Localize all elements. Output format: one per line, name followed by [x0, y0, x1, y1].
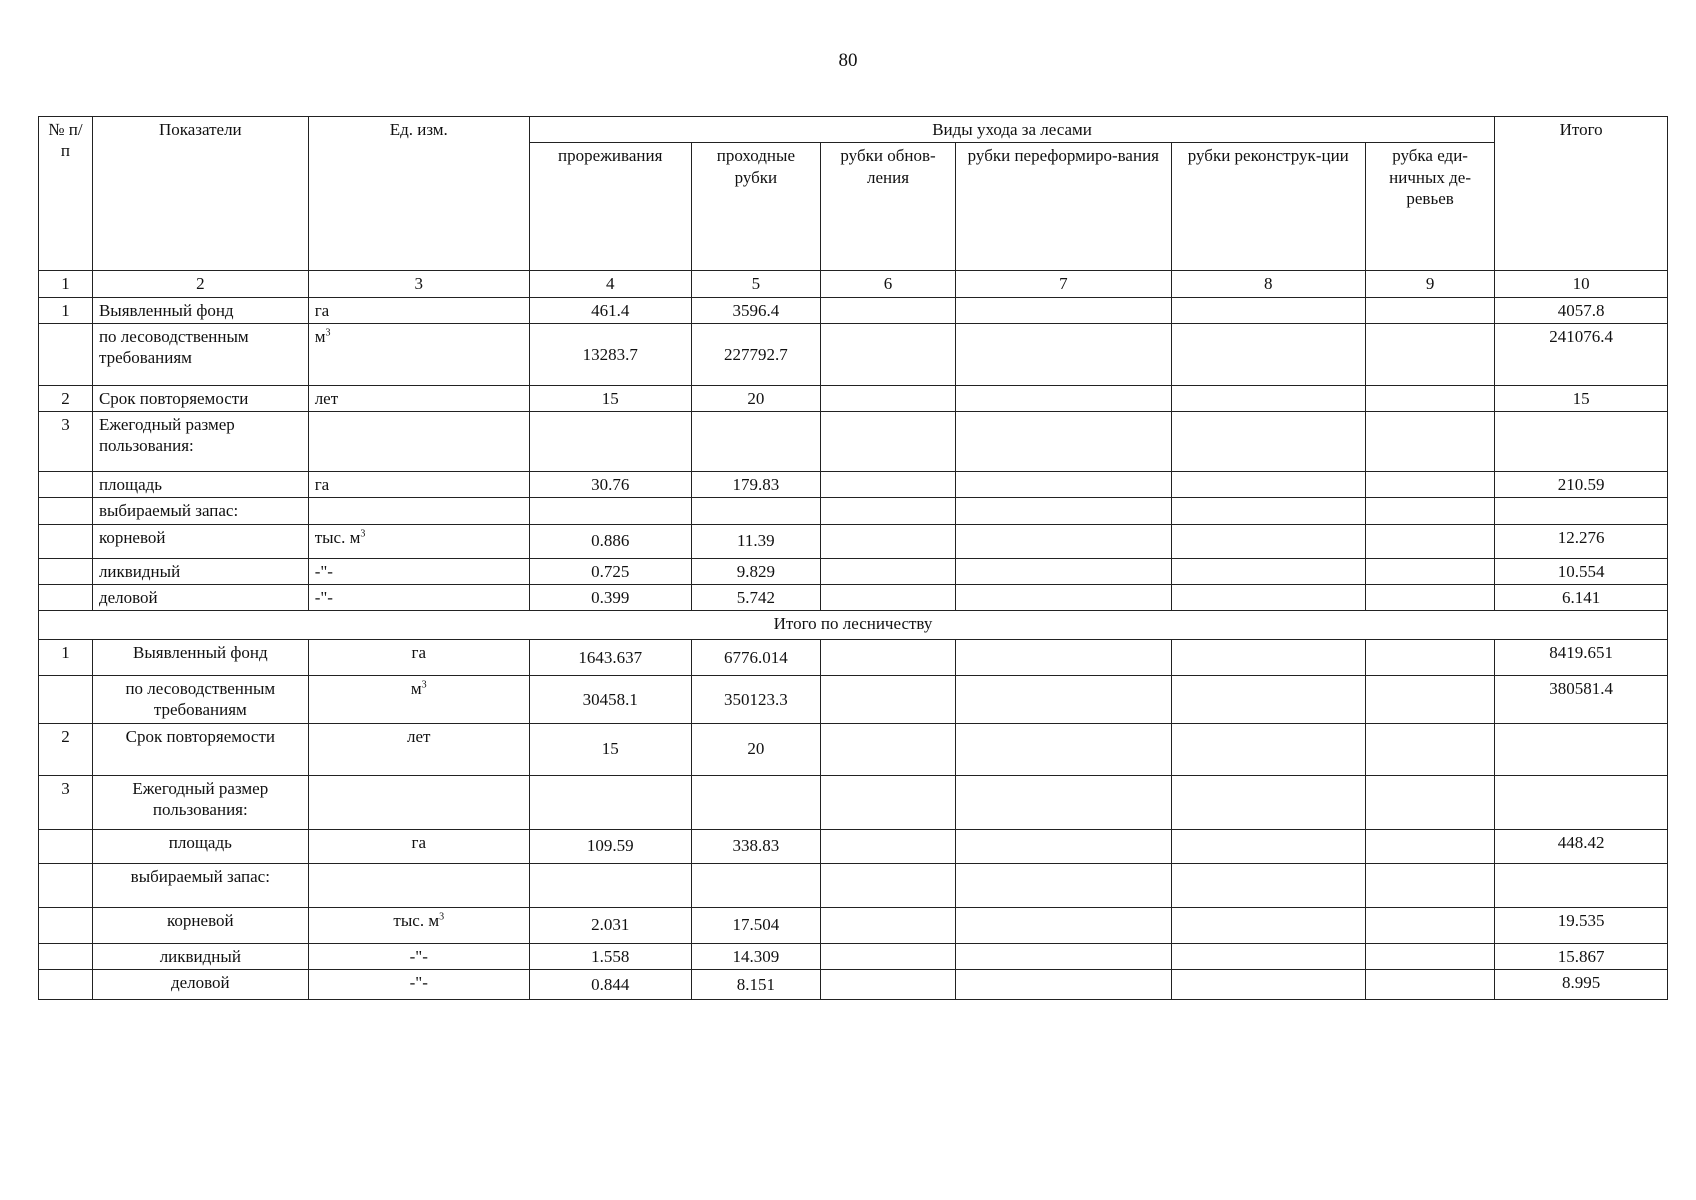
unit-cell — [308, 723, 529, 775]
value-renewal-cutting — [821, 323, 956, 385]
value-single-tree-cutting — [1365, 640, 1494, 676]
value-reformation-cutting — [955, 863, 1171, 907]
value-thinning: 15 — [529, 385, 691, 411]
table-row — [39, 969, 1668, 999]
row-number: 3 — [39, 775, 93, 829]
value-reformation-cutting — [955, 907, 1171, 943]
table-row — [39, 385, 1668, 411]
value-renewal-cutting — [821, 943, 956, 969]
table-row — [39, 297, 1668, 323]
unit-cell — [308, 640, 529, 676]
value-thinning — [529, 498, 691, 524]
value-passage-cutting: 227792.7 — [691, 323, 820, 385]
value-total: 6.141 — [1495, 584, 1668, 610]
unit-text: тыс. м — [393, 910, 440, 930]
indicator-name: выбираемый запас: — [92, 863, 308, 907]
column-number: 8 — [1171, 271, 1365, 297]
indicator-name: Срок повторяемости — [92, 385, 308, 411]
value-reconstruction-cutting — [1171, 863, 1365, 907]
value-reformation-cutting — [955, 723, 1171, 775]
header-type-single-tree-cutting: рубка еди-ничных де-ревьев — [1365, 143, 1494, 271]
value-total: 12.276 — [1495, 524, 1668, 558]
header-type-thinning: прореживания — [529, 143, 691, 271]
unit-cell — [308, 498, 529, 524]
value-passage-cutting — [691, 412, 820, 472]
value-passage-cutting — [691, 863, 820, 907]
value-thinning — [529, 863, 691, 907]
value-single-tree-cutting — [1365, 385, 1494, 411]
table-row — [39, 472, 1668, 498]
table-row — [39, 723, 1668, 775]
table-row — [39, 323, 1668, 385]
value-passage-cutting: 20 — [691, 385, 820, 411]
value-total: 4057.8 — [1495, 297, 1668, 323]
unit-text: -"- — [314, 587, 333, 607]
unit-text: м — [314, 326, 326, 346]
value-passage-cutting: 9.829 — [691, 558, 820, 584]
indicator-name: площадь — [92, 472, 308, 498]
value-reformation-cutting — [955, 524, 1171, 558]
indicator-name: ликвидный — [92, 943, 308, 969]
row-number — [39, 498, 93, 524]
value-reconstruction-cutting — [1171, 907, 1365, 943]
value-passage-cutting: 17.504 — [691, 907, 820, 943]
unit-cell — [308, 676, 529, 724]
row-number: 2 — [39, 723, 93, 775]
row-number — [39, 323, 93, 385]
indicator-name: Ежегодный размер пользования: — [92, 775, 308, 829]
value-reformation-cutting — [955, 297, 1171, 323]
value-reformation-cutting — [955, 584, 1171, 610]
value-total: 10.554 — [1495, 558, 1668, 584]
value-single-tree-cutting — [1365, 323, 1494, 385]
value-reconstruction-cutting — [1171, 323, 1365, 385]
value-total: 15 — [1495, 385, 1668, 411]
table-row — [39, 907, 1668, 943]
value-thinning — [529, 775, 691, 829]
value-renewal-cutting — [821, 775, 956, 829]
column-number: 3 — [308, 271, 529, 297]
value-reconstruction-cutting — [1171, 829, 1365, 863]
value-renewal-cutting — [821, 524, 956, 558]
table-row — [39, 412, 1668, 472]
value-thinning: 13283.7 — [529, 323, 691, 385]
value-renewal-cutting — [821, 907, 956, 943]
unit-text: м — [410, 679, 422, 698]
value-reformation-cutting — [955, 498, 1171, 524]
table-row — [39, 775, 1668, 829]
value-passage-cutting — [691, 775, 820, 829]
unit-text: -"- — [409, 946, 428, 966]
value-total: 8419.651 — [1495, 640, 1668, 676]
column-number: 1 — [39, 271, 93, 297]
unit-text: лет — [314, 388, 339, 408]
unit-cell — [308, 524, 529, 558]
value-thinning: 0.886 — [529, 524, 691, 558]
unit-text: га — [314, 475, 330, 494]
header-type-renewal-cutting: рубки обнов-ления — [821, 143, 956, 271]
value-renewal-cutting — [821, 863, 956, 907]
header-indicator: Показатели — [92, 117, 308, 271]
value-thinning: 0.844 — [529, 969, 691, 999]
value-reconstruction-cutting — [1171, 969, 1365, 999]
value-total: 15.867 — [1495, 943, 1668, 969]
unit-cell — [308, 297, 529, 323]
value-renewal-cutting — [821, 297, 956, 323]
value-renewal-cutting — [821, 558, 956, 584]
value-total — [1495, 723, 1668, 775]
forest-care-table — [38, 116, 1668, 1000]
header-care-types-group: Виды ухода за лесами — [529, 117, 1494, 143]
row-number: 3 — [39, 412, 93, 472]
unit-cell — [308, 472, 529, 498]
value-single-tree-cutting — [1365, 584, 1494, 610]
value-total — [1495, 863, 1668, 907]
unit-text: га — [411, 643, 427, 662]
row-number — [39, 863, 93, 907]
unit-superscript: 3 — [439, 910, 445, 922]
indicator-name: Срок повторяемости — [92, 723, 308, 775]
value-reconstruction-cutting — [1171, 775, 1365, 829]
value-single-tree-cutting — [1365, 907, 1494, 943]
value-reconstruction-cutting — [1171, 498, 1365, 524]
table-row — [39, 640, 1668, 676]
unit-cell — [308, 584, 529, 610]
column-number-row — [39, 271, 1668, 297]
value-total: 448.42 — [1495, 829, 1668, 863]
value-reconstruction-cutting — [1171, 676, 1365, 724]
value-reconstruction-cutting — [1171, 640, 1365, 676]
indicator-name: по лесоводственным требованиям — [92, 323, 308, 385]
unit-cell — [308, 775, 529, 829]
value-passage-cutting: 11.39 — [691, 524, 820, 558]
value-thinning: 30.76 — [529, 472, 691, 498]
unit-cell — [308, 412, 529, 472]
indicator-name: Выявленный фонд — [92, 297, 308, 323]
header-total: Итого — [1495, 117, 1668, 271]
value-single-tree-cutting — [1365, 676, 1494, 724]
value-reconstruction-cutting — [1171, 472, 1365, 498]
value-total: 241076.4 — [1495, 323, 1668, 385]
value-thinning: 461.4 — [529, 297, 691, 323]
value-thinning: 109.59 — [529, 829, 691, 863]
value-single-tree-cutting — [1365, 472, 1494, 498]
value-single-tree-cutting — [1365, 775, 1494, 829]
value-thinning: 2.031 — [529, 907, 691, 943]
value-reconstruction-cutting — [1171, 524, 1365, 558]
unit-text: -"- — [409, 972, 428, 992]
value-renewal-cutting — [821, 412, 956, 472]
value-total: 380581.4 — [1495, 676, 1668, 724]
unit-cell — [308, 907, 529, 943]
value-reformation-cutting — [955, 640, 1171, 676]
header-type-reconstruction-cutting: рубки реконструк-ции — [1171, 143, 1365, 271]
value-passage-cutting — [691, 498, 820, 524]
indicator-name: корневой — [92, 524, 308, 558]
value-single-tree-cutting — [1365, 412, 1494, 472]
value-thinning: 1643.637 — [529, 640, 691, 676]
value-thinning: 1.558 — [529, 943, 691, 969]
column-number: 9 — [1365, 271, 1494, 297]
unit-text: -"- — [314, 561, 333, 581]
unit-text: га — [314, 300, 330, 320]
value-reconstruction-cutting — [1171, 385, 1365, 411]
row-number: 1 — [39, 297, 93, 323]
value-renewal-cutting — [821, 676, 956, 724]
value-passage-cutting: 350123.3 — [691, 676, 820, 724]
unit-superscript: 3 — [360, 527, 366, 539]
value-renewal-cutting — [821, 969, 956, 999]
indicator-name: выбираемый запас: — [92, 498, 308, 524]
value-thinning: 15 — [529, 723, 691, 775]
indicator-name: по лесоводственным требованиям — [92, 676, 308, 724]
value-single-tree-cutting — [1365, 943, 1494, 969]
table-row — [39, 863, 1668, 907]
column-number: 4 — [529, 271, 691, 297]
unit-cell — [308, 558, 529, 584]
row-number: 1 — [39, 640, 93, 676]
indicator-name: Ежегодный размер пользования: — [92, 412, 308, 472]
header-unit: Ед. изм. — [308, 117, 529, 271]
value-single-tree-cutting — [1365, 558, 1494, 584]
value-passage-cutting: 3596.4 — [691, 297, 820, 323]
value-renewal-cutting — [821, 829, 956, 863]
page-number: 80 — [838, 50, 858, 71]
value-renewal-cutting — [821, 640, 956, 676]
value-reconstruction-cutting — [1171, 584, 1365, 610]
value-reformation-cutting — [955, 412, 1171, 472]
value-total: 210.59 — [1495, 472, 1668, 498]
table-row — [39, 558, 1668, 584]
value-total — [1495, 775, 1668, 829]
section-title: Итого по лесничеству — [39, 611, 1668, 640]
value-renewal-cutting — [821, 498, 956, 524]
indicator-name: деловой — [92, 584, 308, 610]
header-row-1 — [39, 117, 1668, 143]
unit-cell — [308, 943, 529, 969]
table-row — [39, 676, 1668, 724]
value-reformation-cutting — [955, 775, 1171, 829]
unit-cell — [308, 863, 529, 907]
value-single-tree-cutting — [1365, 524, 1494, 558]
row-number — [39, 472, 93, 498]
value-reformation-cutting — [955, 385, 1171, 411]
table-row — [39, 829, 1668, 863]
header-type-reformation-cutting: рубки переформиро-вания — [955, 143, 1171, 271]
value-single-tree-cutting — [1365, 829, 1494, 863]
value-reconstruction-cutting — [1171, 723, 1365, 775]
row-number — [39, 584, 93, 610]
value-single-tree-cutting — [1365, 969, 1494, 999]
table-row — [39, 943, 1668, 969]
unit-superscript: 3 — [421, 679, 427, 691]
value-reformation-cutting — [955, 943, 1171, 969]
row-number — [39, 943, 93, 969]
table-row — [39, 584, 1668, 610]
unit-cell — [308, 323, 529, 385]
value-total — [1495, 412, 1668, 472]
value-passage-cutting: 14.309 — [691, 943, 820, 969]
value-reformation-cutting — [955, 969, 1171, 999]
unit-text: га — [411, 832, 427, 852]
unit-text: тыс. м — [314, 527, 361, 547]
value-passage-cutting: 5.742 — [691, 584, 820, 610]
column-number: 2 — [92, 271, 308, 297]
indicator-name: ликвидный — [92, 558, 308, 584]
value-passage-cutting: 6776.014 — [691, 640, 820, 676]
row-number — [39, 829, 93, 863]
value-passage-cutting: 179.83 — [691, 472, 820, 498]
column-number: 5 — [691, 271, 820, 297]
value-reconstruction-cutting — [1171, 297, 1365, 323]
column-number: 6 — [821, 271, 956, 297]
value-thinning: 0.399 — [529, 584, 691, 610]
value-thinning — [529, 412, 691, 472]
indicator-name: корневой — [92, 907, 308, 943]
value-thinning: 30458.1 — [529, 676, 691, 724]
value-renewal-cutting — [821, 723, 956, 775]
column-number: 10 — [1495, 271, 1668, 297]
unit-cell — [308, 829, 529, 863]
column-number: 7 — [955, 271, 1171, 297]
row-number — [39, 676, 93, 724]
header-num: № п/п — [39, 117, 93, 271]
indicator-name: Выявленный фонд — [92, 640, 308, 676]
unit-text: лет — [407, 726, 431, 746]
value-total: 8.995 — [1495, 969, 1668, 999]
value-reconstruction-cutting — [1171, 943, 1365, 969]
value-reformation-cutting — [955, 472, 1171, 498]
value-total: 19.535 — [1495, 907, 1668, 943]
value-reformation-cutting — [955, 558, 1171, 584]
value-renewal-cutting — [821, 385, 956, 411]
value-reformation-cutting — [955, 676, 1171, 724]
table-row — [39, 498, 1668, 524]
header-type-passage-cutting: проходные рубки — [691, 143, 820, 271]
row-number — [39, 524, 93, 558]
row-number: 2 — [39, 385, 93, 411]
row-number — [39, 969, 93, 999]
table-row — [39, 524, 1668, 558]
value-single-tree-cutting — [1365, 723, 1494, 775]
value-passage-cutting: 338.83 — [691, 829, 820, 863]
value-reconstruction-cutting — [1171, 412, 1365, 472]
value-single-tree-cutting — [1365, 498, 1494, 524]
value-renewal-cutting — [821, 584, 956, 610]
unit-cell — [308, 385, 529, 411]
value-reformation-cutting — [955, 323, 1171, 385]
indicator-name: площадь — [92, 829, 308, 863]
value-renewal-cutting — [821, 472, 956, 498]
value-passage-cutting: 8.151 — [691, 969, 820, 999]
value-single-tree-cutting — [1365, 297, 1494, 323]
row-number — [39, 558, 93, 584]
value-reformation-cutting — [955, 829, 1171, 863]
unit-cell — [308, 969, 529, 999]
value-single-tree-cutting — [1365, 863, 1494, 907]
indicator-name: деловой — [92, 969, 308, 999]
value-reconstruction-cutting — [1171, 558, 1365, 584]
section-header-row — [39, 611, 1668, 640]
value-thinning: 0.725 — [529, 558, 691, 584]
value-total — [1495, 498, 1668, 524]
value-passage-cutting: 20 — [691, 723, 820, 775]
unit-superscript: 3 — [325, 327, 331, 339]
row-number — [39, 907, 93, 943]
